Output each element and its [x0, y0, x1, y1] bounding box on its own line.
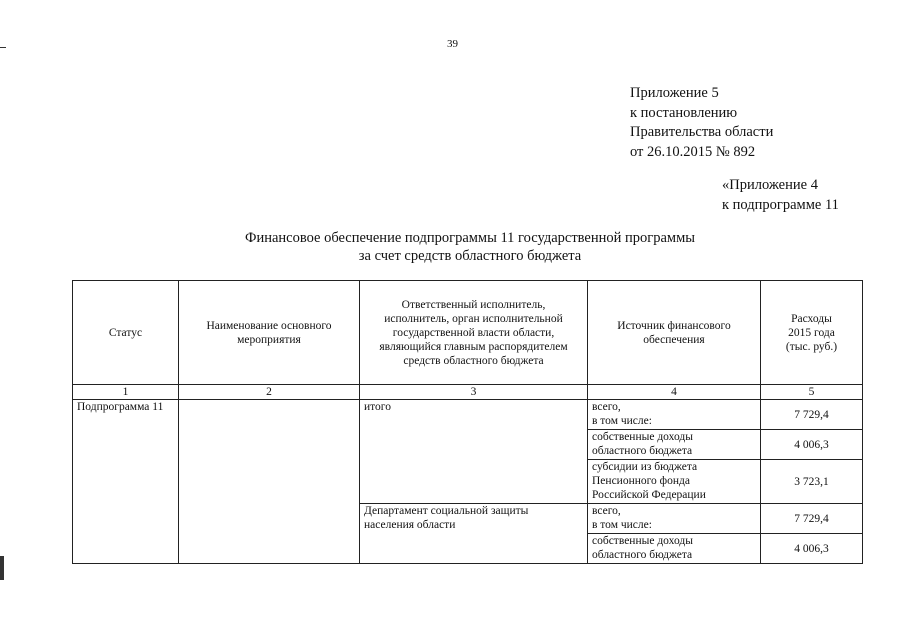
source-cell	[588, 430, 761, 460]
header-status: Статус	[73, 281, 179, 385]
executor-cell	[360, 400, 588, 504]
subprogram-appendix-line: «Приложение 4	[722, 177, 818, 193]
appendix-line: от 26.10.2015 № 892	[630, 143, 756, 160]
page-number: 39	[447, 38, 458, 50]
header-measure-line: Наименование основного	[206, 319, 332, 332]
header-expenses-line: Расходы	[791, 312, 832, 325]
column-number: 2	[179, 385, 360, 400]
source-line: областного бюджета	[592, 549, 693, 561]
appendix-block	[630, 84, 773, 162]
source-line: Пенсионного фонда	[592, 475, 690, 487]
header-executor-line: Ответственный исполнитель,	[401, 298, 546, 311]
scan-mark	[0, 47, 6, 48]
column-number-row	[73, 385, 863, 400]
column-number: 5	[761, 385, 863, 400]
source-line: всего,	[592, 505, 621, 517]
amount-cell: 4 006,3	[761, 534, 863, 564]
measure-cell	[179, 400, 360, 564]
table-row	[73, 400, 863, 430]
title-line-2: за счет средств областного бюджета	[358, 248, 582, 264]
amount-cell: 4 006,3	[761, 430, 863, 460]
executor-line: Департамент социальной защиты	[364, 505, 529, 517]
header-executor-line: средств областного бюджета	[403, 354, 544, 367]
source-line: в том числе:	[592, 519, 652, 531]
source-line: собственные доходы	[592, 431, 693, 443]
header-measure-line: мероприятия	[237, 333, 301, 346]
source-line: субсидии из бюджета	[592, 461, 698, 473]
scan-mark	[0, 556, 4, 580]
column-number: 1	[73, 385, 179, 400]
header-source-line: Источник финансового	[617, 319, 731, 332]
executor-cell	[360, 504, 588, 564]
source-line: областного бюджета	[592, 445, 693, 457]
amount-cell: 7 729,4	[761, 400, 863, 430]
source-cell	[588, 400, 761, 430]
source-line: собственные доходы	[592, 535, 693, 547]
executor-line: итого	[364, 401, 391, 413]
source-cell	[588, 460, 761, 504]
source-line: Российской Федерации	[592, 489, 706, 501]
title-line-1: Финансовое обеспечение подпрограммы 11 государственной программы	[244, 230, 696, 246]
document-title	[0, 229, 905, 265]
header-expenses	[761, 281, 863, 385]
header-expenses-line: (тыс. руб.)	[785, 340, 838, 353]
subprogram-appendix-block	[722, 176, 839, 215]
header-executor-line: исполнитель, орган исполнительной	[384, 312, 563, 325]
appendix-line: Приложение 5	[630, 85, 719, 101]
header-source-line: обеспечения	[643, 333, 705, 346]
source-line: всего,	[592, 401, 621, 413]
column-number: 4	[588, 385, 761, 400]
table-header-row	[73, 281, 863, 385]
executor-line: населения области	[364, 519, 456, 531]
amount-cell: 3 723,1	[761, 460, 863, 504]
source-line: в том числе:	[592, 415, 652, 427]
header-executor-line: являющийся главным распорядителем	[379, 340, 568, 353]
amount-cell: 7 729,4	[761, 504, 863, 534]
status-cell: Подпрограмма 11	[73, 400, 179, 564]
appendix-line: Правительства области	[630, 124, 774, 140]
header-expenses-line: 2015 года	[788, 326, 835, 339]
header-source	[588, 281, 761, 385]
source-cell	[588, 534, 761, 564]
source-cell	[588, 504, 761, 534]
financing-table	[72, 280, 863, 564]
subprogram-appendix-line: к подпрограмме 11	[722, 196, 839, 213]
appendix-line: к постановлению	[630, 104, 738, 121]
header-measure	[179, 281, 360, 385]
header-executor	[360, 281, 588, 385]
header-executor-line: государственной власти области,	[392, 326, 555, 339]
column-number: 3	[360, 385, 588, 400]
